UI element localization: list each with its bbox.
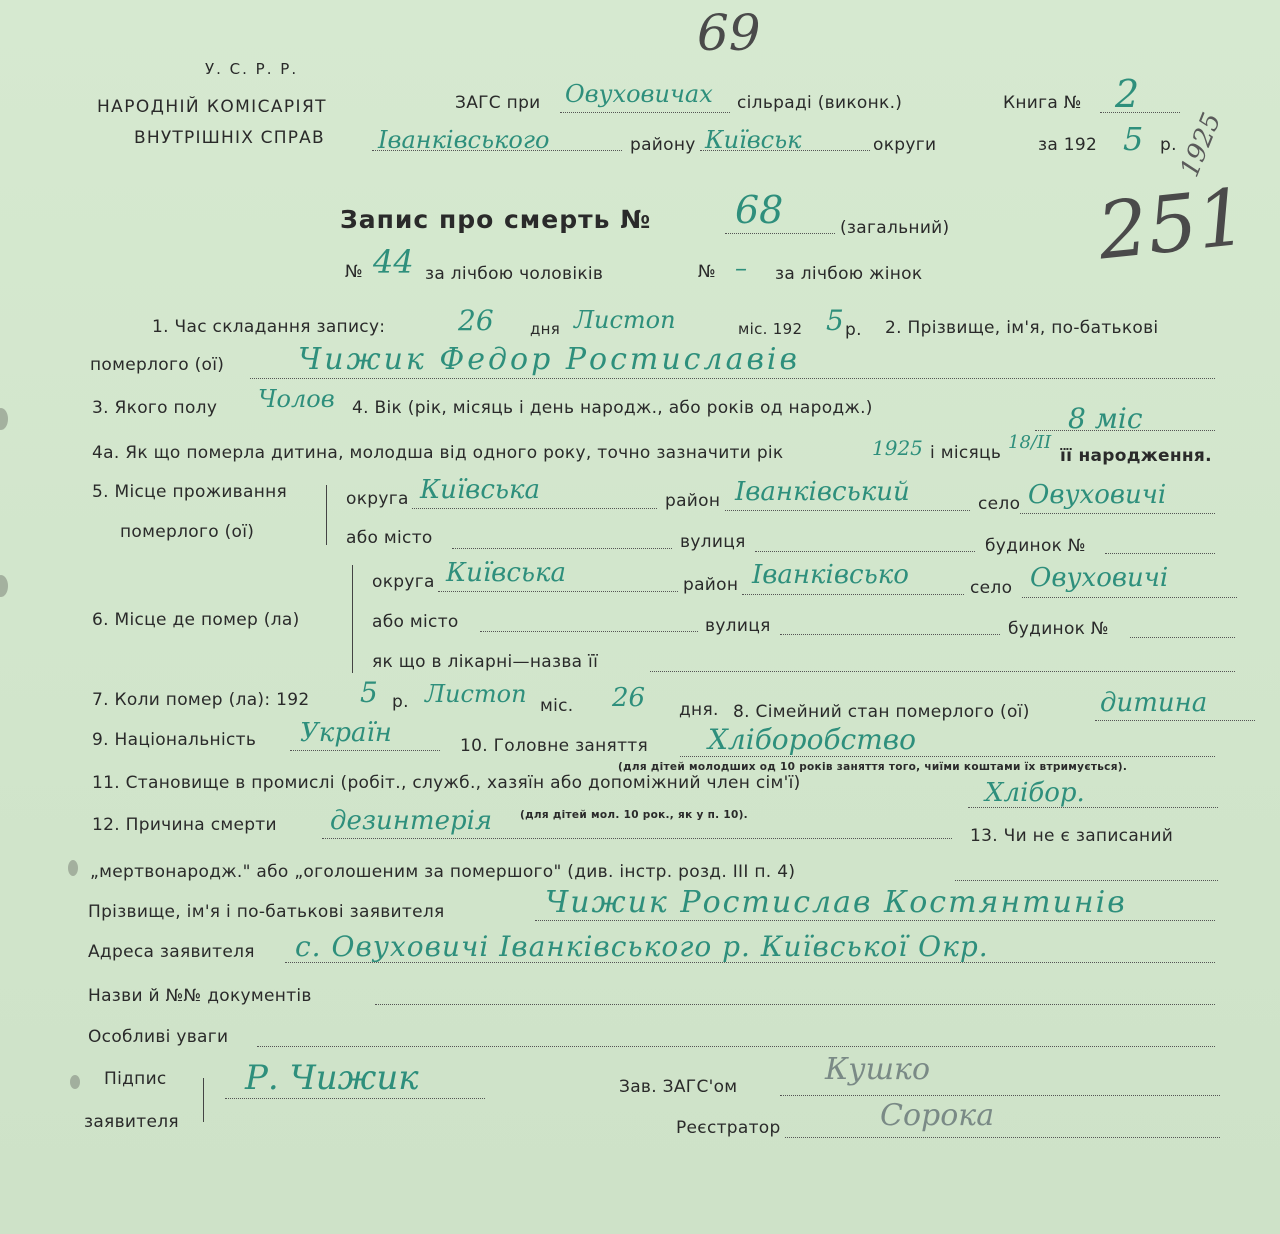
applicant-address-line	[285, 962, 1215, 963]
f6-likarnia: як що в лікарні—назва її	[372, 652, 599, 672]
f12-line	[322, 838, 952, 839]
f6-label: 6. Місце де помер (ла)	[92, 610, 300, 630]
f6-okruga-line	[438, 591, 678, 592]
f7-year-suffix: р.	[392, 692, 409, 712]
f7-year: 5	[360, 676, 378, 709]
f6-okruga-value: Київська	[446, 558, 567, 588]
registrar-sign-line	[785, 1137, 1220, 1138]
record-number: 68	[735, 188, 784, 232]
f4-line	[1035, 430, 1215, 431]
top-number: 69	[697, 4, 761, 62]
applicant-name-value: Чижик Ростислав Костянтинів	[545, 885, 1127, 920]
applicant-address-label: Адреса заявителя	[88, 942, 255, 962]
punch-hole	[70, 1075, 80, 1089]
head-signature: Кушко	[825, 1052, 931, 1087]
head-sign-line	[780, 1095, 1220, 1096]
year-value: 5	[1123, 120, 1144, 158]
f9-label: 9. Національність	[92, 730, 257, 750]
side-stamp: 1925	[1174, 108, 1228, 182]
okrug-value: Київськ	[705, 126, 802, 154]
f7-day-label: дня.	[679, 700, 719, 720]
f11-value: Хлібор.	[985, 778, 1085, 808]
head-label: Зав. ЗАГС'ом	[619, 1077, 738, 1097]
ussr-header: У. С. Р. Р.	[205, 60, 299, 78]
okrug-line	[700, 150, 870, 151]
documents-line	[375, 1004, 1215, 1005]
f7-month: Листоп	[425, 680, 527, 708]
f6-rayon: район	[683, 575, 739, 595]
f11-line	[968, 807, 1218, 808]
f3-label: 3. Якого полу	[92, 398, 218, 418]
f5-label2: померлого (ої)	[120, 522, 255, 542]
book-label: Книга №	[1003, 93, 1082, 113]
f1-month: Листоп	[574, 306, 676, 334]
rayon-line	[372, 150, 622, 151]
f5-budynok-line	[1105, 553, 1215, 554]
f10-line	[680, 756, 1215, 757]
year-suffix: р.	[1160, 135, 1177, 155]
f2-line	[250, 378, 1215, 379]
f6-budynok-line	[1130, 637, 1235, 638]
f13-line	[955, 880, 1218, 881]
f10-label: 10. Головне заняття	[460, 736, 649, 756]
f10-note: (для дітей молодших од 10 років заняття того, чиїми коштами їх втримується).	[618, 761, 1128, 773]
applicant-sign-label2: заявителя	[84, 1112, 179, 1132]
f11-note: (для дітей мол. 10 рок., як у п. 10).	[520, 809, 748, 821]
male-prefix: №	[345, 262, 363, 282]
f4-value: 8 міс	[1068, 402, 1143, 435]
applicant-address-value: с. Овуховичі Іванківського р. Київської Окр.	[295, 930, 989, 963]
f6-selo-line	[1022, 597, 1237, 598]
f6-budynok: будинок №	[1008, 619, 1109, 639]
applicant-sign-label1: Підпис	[104, 1069, 167, 1089]
f5-vulytsia-line	[755, 551, 975, 552]
zags-value: Овуховичах	[565, 80, 713, 108]
f6-rayon-value: Іванківсько	[752, 560, 909, 590]
applicant-name-line	[535, 920, 1215, 921]
f5-misto: або місто	[346, 528, 433, 548]
f11-label: 11. Становище в промислі (робіт., служб., хазяїн або допоміжний член сім'ї)	[92, 773, 801, 793]
record-number-line	[725, 233, 835, 234]
f2-value: Чижик Федор Ростиславів	[298, 342, 800, 377]
f13-label: 13. Чи не є записаний	[970, 826, 1174, 846]
applicant-signature: Р. Чижик	[245, 1058, 419, 1098]
f6-selo-value: Овуховичі	[1030, 563, 1169, 593]
rayon-value: Іванківського	[378, 126, 550, 154]
f13-label2: „мертвонародж." або „оголошеним за помершого" (див. інстр. розд. III п. 4)	[90, 862, 796, 882]
f1-day: 26	[458, 304, 494, 337]
f5-rayon-line	[725, 510, 970, 511]
zags-label: ЗАГС при	[455, 93, 541, 113]
f1-year-suffix: р.	[845, 320, 862, 340]
f8-label: 8. Сімейний стан померлого (ої)	[733, 702, 1030, 722]
f5-selo-line	[1020, 513, 1215, 514]
f5-misto-line	[452, 548, 672, 549]
f1-label: 1. Час складання запису:	[152, 317, 386, 337]
f9-line	[290, 750, 440, 751]
f6-vulytsia-line	[780, 634, 1000, 635]
f6-brace	[352, 565, 353, 673]
female-prefix: №	[698, 262, 716, 282]
general-label: (загальний)	[840, 218, 950, 238]
f6-misto: або місто	[372, 612, 459, 632]
f4a-label: 4а. Як що померла дитина, молодша від одного року, точно зазначити рік	[92, 443, 784, 463]
f6-likarnia-line	[650, 671, 1235, 672]
f9-value: Україн	[300, 718, 392, 748]
notes-label: Особливі уваги	[88, 1027, 229, 1047]
f5-brace	[326, 485, 327, 545]
side-number: 251	[1093, 172, 1252, 278]
f5-okruga-line	[412, 508, 657, 509]
f6-vulytsia: вулиця	[705, 616, 771, 636]
f4a-month-label: і місяць	[930, 443, 1002, 463]
f4a-year: 1925	[872, 436, 923, 460]
f2-label2: померлого (ої)	[90, 355, 225, 375]
punch-hole	[0, 575, 8, 597]
f10-value: Хліборобство	[708, 723, 916, 756]
notes-line	[257, 1046, 1215, 1047]
registrar-label: Реєстратор	[676, 1118, 781, 1138]
documents-label: Назви й №№ документів	[88, 986, 312, 1006]
f6-selo: село	[970, 578, 1013, 598]
silradi-label: сільраді (виконк.)	[737, 93, 903, 113]
applicant-sign-line	[225, 1098, 485, 1099]
applicant-name-label: Прізвище, ім'я і по-батькові заявителя	[88, 902, 445, 922]
registrar-signature: Сорока	[880, 1098, 995, 1133]
rayon-label: району	[630, 135, 696, 155]
f4a-suffix: її народження.	[1060, 446, 1212, 466]
f4a-month: 18/ІІ	[1008, 432, 1052, 453]
f8-value: дитина	[1100, 688, 1208, 718]
record-title: Запис про смерть №	[340, 205, 652, 234]
zags-line	[560, 112, 730, 113]
f1-month-label: міс. 192	[738, 320, 803, 338]
f5-selo: село	[978, 494, 1021, 514]
f2-label: 2. Прізвище, ім'я, по-батькові	[885, 318, 1159, 338]
f5-okruga: округа	[346, 489, 409, 509]
f4-label: 4. Вік (рік, місяць і день народж., або років од народж.)	[352, 398, 873, 418]
f1-year: 5	[826, 304, 844, 337]
f5-budynok: будинок №	[985, 536, 1086, 556]
f7-label: 7. Коли помер (ла): 192	[92, 690, 310, 710]
okrug-label: округи	[873, 135, 937, 155]
female-number: –	[735, 254, 747, 282]
commissariat-line2: ВНУТРІШНІХ СПРАВ	[134, 128, 325, 148]
f5-rayon: район	[665, 491, 721, 511]
punch-hole	[0, 408, 8, 430]
f6-misto-line	[480, 631, 698, 632]
punch-hole	[68, 860, 78, 876]
f5-vulytsia: вулиця	[680, 532, 746, 552]
signature-brace	[203, 1078, 204, 1122]
male-number: 44	[373, 243, 414, 281]
f5-label: 5. Місце проживання	[92, 482, 288, 502]
f12-label: 12. Причина смерти	[92, 815, 277, 835]
f5-okruga-value: Київська	[420, 475, 541, 505]
f7-day: 26	[612, 683, 646, 713]
male-label: за лічбою чоловіків	[425, 264, 604, 284]
book-line	[1100, 112, 1180, 113]
commissariat-line1: НАРОДНІЙ КОМІСАРІЯТ	[97, 97, 327, 117]
f8-line	[1095, 720, 1255, 721]
f1-day-label: дня	[530, 320, 561, 338]
female-label: за лічбою жінок	[775, 264, 923, 284]
f12-value: дезинтерія	[330, 806, 493, 836]
f6-rayon-line	[742, 594, 964, 595]
f5-rayon-value: Іванківський	[735, 477, 910, 507]
f5-selo-value: Овуховичі	[1028, 480, 1167, 510]
f7-month-label: міс.	[540, 696, 574, 716]
f6-okruga: округа	[372, 572, 435, 592]
f3-value: Чолов	[258, 385, 335, 413]
year-label: за 192	[1038, 135, 1098, 155]
book-value: 2	[1115, 72, 1140, 116]
